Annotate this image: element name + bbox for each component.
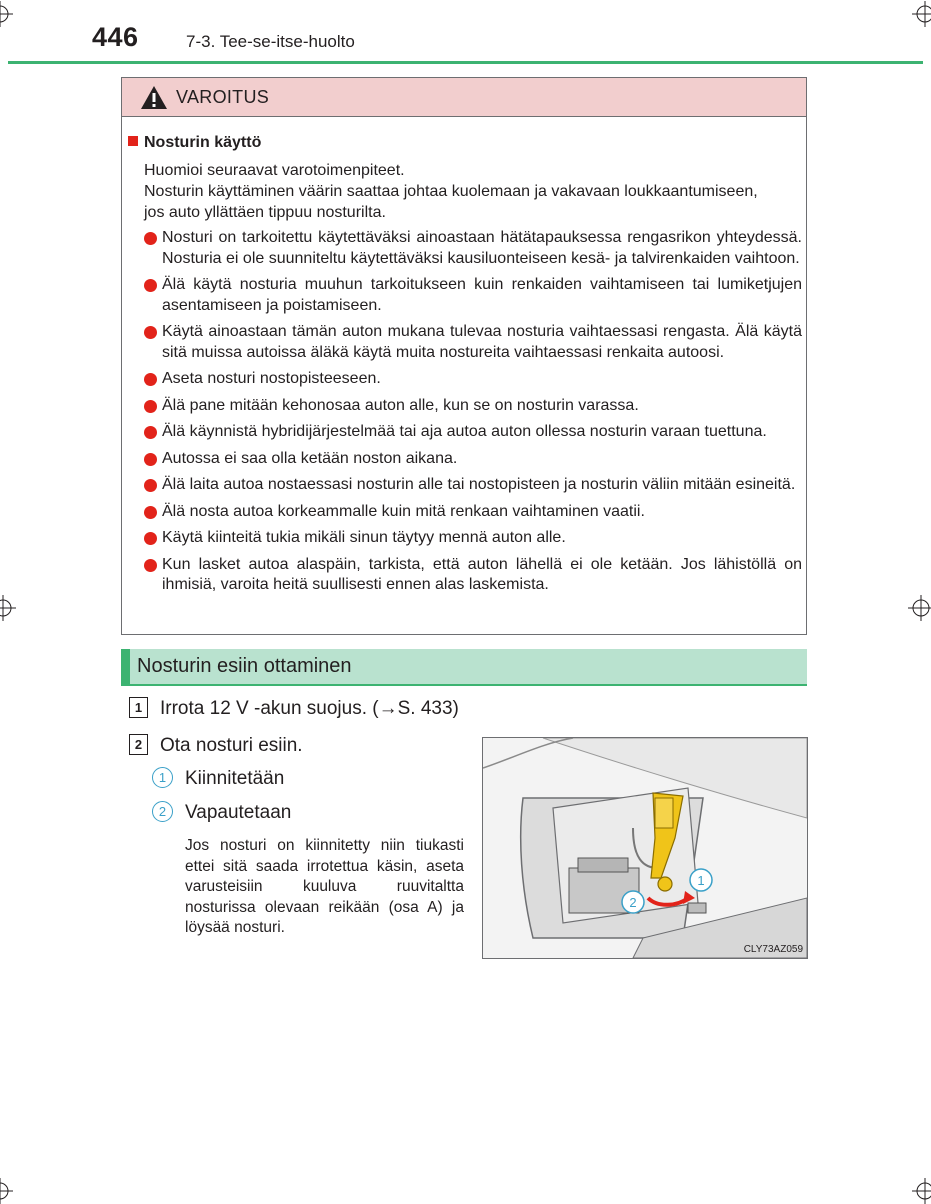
callout-number: 1 — [152, 767, 173, 788]
warning-subheading — [128, 134, 261, 152]
warning-bullet: Älä käytä nosturia muuhun tarkoitukseen kuin renkaiden vaihtamiseen tai lumiketjujen asentamiseen ja poistamiseen. — [144, 275, 802, 316]
warning-intro-line: Nosturin käyttäminen väärin saattaa johtaa kuolemaan ja vakavaan loukkaantumiseen, — [144, 183, 758, 200]
step-number: 2 — [129, 734, 148, 755]
warning-bullet: Käytä kiinteitä tukia mikäli sinun täytyy mennä auton alle. — [144, 528, 802, 549]
warning-bullet: Autossa ei saa olla ketään noston aikana. — [144, 449, 802, 470]
section-heading — [121, 649, 807, 686]
warning-intro-line: jos auto yllättäen tippuu nosturilta. — [144, 204, 386, 221]
square-bullet-icon — [128, 136, 138, 146]
section-heading-bar — [121, 649, 130, 684]
step-number: 1 — [129, 697, 148, 718]
substep-2 — [152, 801, 291, 824]
step-note: Jos nosturi on kiinnitetty niin tiukasti ettei sitä saada irrotettua käsin, aseta varusteisiin kuuluva ruuvitaltta nosturissa olevaan reikään (osa A) ja löysää nosturi. — [185, 837, 464, 936]
warning-box — [121, 77, 807, 635]
warning-triangle-icon — [140, 85, 168, 110]
section-heading-title: Nosturin esiin ottaminen — [137, 655, 352, 677]
jack-illustration — [482, 737, 808, 959]
warning-bullet: Käytä ainoastaan tämän auton mukana tulevaa nosturia vaihtaessasi rengasta. Älä käytä sitä muissa autoissa äläkä käytä muita nostureita vaihtaessasi renkaita autoosi. — [144, 322, 802, 363]
registration-mark-icon — [0, 1178, 13, 1204]
step-text: Ota nosturi esiin. — [160, 735, 303, 756]
warning-bullet: Älä nosta autoa korkeammalle kuin mitä renkaan vaihtaminen vaatii. — [144, 502, 802, 523]
registration-mark-icon — [908, 595, 931, 621]
warning-bullet: Älä laita autoa nostaessasi nosturin alle tai nostopisteen ja nosturin väliin mitään esineitä. — [144, 475, 802, 496]
warning-bullet: Aseta nosturi nostopisteeseen. — [144, 369, 802, 390]
substep-text: Kiinnitetään — [185, 768, 285, 789]
callout-number: 2 — [152, 801, 173, 822]
header-rule — [8, 61, 923, 64]
warning-intro — [144, 160, 804, 223]
warning-bullet: Älä pane mitään kehonosaa auton alle, kun se on nosturin varassa. — [144, 396, 802, 417]
step-1 — [129, 697, 459, 720]
substep-1 — [152, 767, 284, 790]
registration-mark-icon — [912, 1178, 931, 1204]
warning-intro-line: Huomioi seuraavat varotoimenpiteet. — [144, 162, 405, 179]
warning-header — [122, 78, 806, 117]
warning-label: VAROITUS — [176, 87, 270, 107]
warning-subheading-text: Nosturin käyttö — [144, 134, 262, 151]
chapter-title: 7-3. Tee-se-itse-huolto — [186, 32, 355, 51]
substep-text: Vapautetaan — [185, 802, 292, 823]
registration-mark-icon — [0, 595, 16, 621]
step-2 — [129, 734, 303, 757]
warning-bullet: Nosturi on tarkoitettu käytettäväksi ainoastaan hätätapauksessa rengasrikon yhteydessä. Nosturia ei ole suunniteltu käytettäväksi kausiluonteiseen kesä- ja talvirenkaiden vaihtoon. — [144, 228, 802, 269]
figure-callout-2: 2 — [629, 895, 637, 910]
trunk-jack-drawing — [483, 738, 807, 958]
figure-code: CLY73AZ059 — [743, 944, 803, 955]
step-text: Irrota 12 V -akun suojus. (→S. 433) — [160, 698, 459, 719]
warning-bullet: Kun lasket autoa alaspäin, tarkista, että auton lähellä ei ole ketään. Jos lähistöllä on ihmisiä, varoita heitä suullisesti ennen alas laskemista. — [144, 555, 802, 596]
warning-bullet-list — [144, 228, 802, 602]
figure-callout-1: 1 — [697, 873, 705, 888]
page-number: 446 — [92, 22, 139, 52]
warning-bullet: Älä käynnistä hybridijärjestelmää tai aja autoa auton ollessa nosturin varaan tuettuna. — [144, 422, 802, 443]
page-header — [0, 0, 931, 68]
